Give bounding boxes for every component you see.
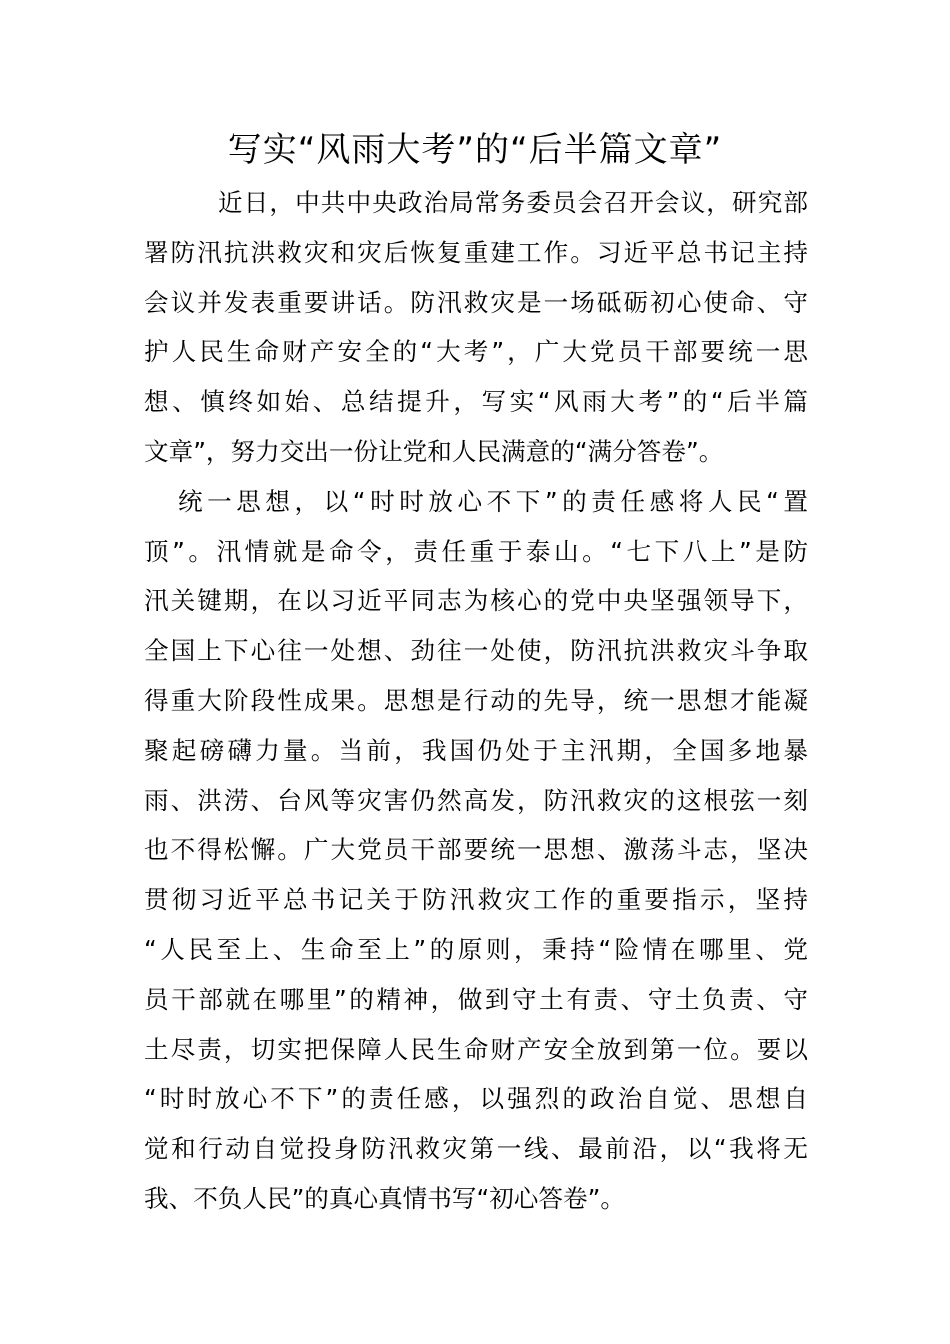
paragraph-line: 贯彻习近平总书记关于防汛救灾工作的重要指示，坚持 bbox=[144, 885, 808, 915]
paragraph-line: 近日，中共中央政治局常务委员会召开会议，研究部 bbox=[218, 188, 808, 217]
paragraph-line: 得重大阶段性成果。思想是行动的先导，统一思想才能凝 bbox=[144, 685, 808, 715]
paragraph-line: 想、慎终如始、总结提升，写实“风雨大考”的“后半篇 bbox=[144, 387, 808, 417]
paragraph-line: 觉和行动自觉投身防汛救灾第一线、最前沿，以“我将无 bbox=[144, 1134, 808, 1164]
paragraph-line: 汛关键期，在以习近平同志为核心的党中央坚强领导下， bbox=[144, 586, 808, 616]
paragraph-line: 统一思想，以“时时放心不下”的责任感将人民“置 bbox=[178, 486, 808, 516]
paragraph-line: 聚起磅礴力量。当前，我国仍处于主汛期，全国多地暴 bbox=[144, 735, 808, 765]
paragraph-line: “时时放心不下”的责任感，以强烈的政治自觉、思想自 bbox=[144, 1084, 808, 1114]
paragraph-line: 雨、洪涝、台风等灾害仍然高发，防汛救灾的这根弦一刻 bbox=[144, 785, 808, 815]
paragraph-line: 会议并发表重要讲话。防汛救灾是一场砥砺初心使命、守 bbox=[144, 287, 808, 317]
document-body bbox=[144, 178, 808, 1224]
paragraph-1 bbox=[144, 178, 808, 477]
paragraph-line: 土尽责，切实把保障人民生命财产安全放到第一位。要以 bbox=[144, 1034, 808, 1064]
paragraph-line: 全国上下心往一处想、劲往一处使，防汛抗洪救灾斗争取 bbox=[144, 636, 808, 666]
paragraph-line: 员干部就在哪里”的精神，做到守土有责、守土负责、守 bbox=[144, 984, 808, 1014]
paragraph-line: 文章”，努力交出一份让党和人民满意的“满分答卷”。 bbox=[144, 436, 724, 466]
paragraph-2 bbox=[144, 477, 808, 1224]
paragraph-line: 署防汛抗洪救灾和灾后恢复重建工作。习近平总书记主持 bbox=[144, 237, 808, 267]
paragraph-line: 护人民生命财产安全的“大考”，广大党员干部要统一思 bbox=[144, 337, 808, 367]
document-title: 写实“风雨大考”的“后半篇文章” bbox=[227, 130, 723, 170]
paragraph-line: 也不得松懈。广大党员干部要统一思想、激荡斗志，坚决 bbox=[144, 835, 808, 865]
paragraph-line: 我、不负人民”的真心真情书写“初心答卷”。 bbox=[144, 1183, 625, 1213]
paragraph-line: “人民至上、生命至上”的原则，秉持“险情在哪里、党 bbox=[144, 934, 808, 964]
paragraph-line: 顶”。汛情就是命令，责任重于泰山。“七下八上”是防 bbox=[144, 536, 808, 566]
